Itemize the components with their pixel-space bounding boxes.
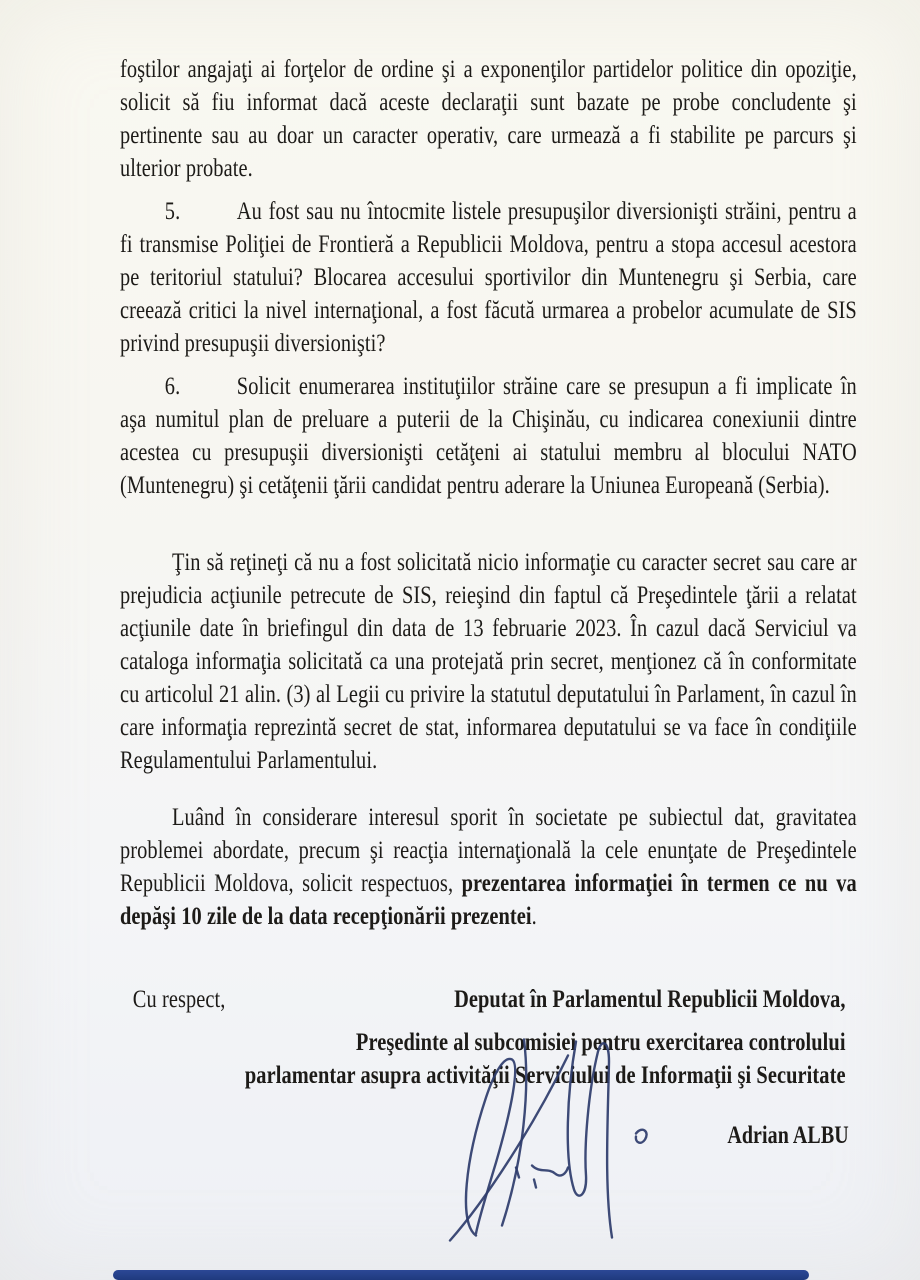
deputy-title-line: Deputat în Parlamentul Republicii Moldova,	[454, 984, 846, 1013]
subcommittee-title-line-2: parlamentar asupra activităţii Serviciului de Informaţii şi Securitate	[244, 1060, 846, 1089]
paragraph-continuation: foştilor angajaţi ai forţelor de ordine şi a exponenţilor partidelor politice din opoziţie, solicit să fiu informat dacă aceste declaraţii sunt bazate pe probe concludente şi pertinente sau au doar un caracter operativ, care urmează a fi stabilite pe parcurs şi ulterior probate.	[120, 54, 857, 182]
closing-period: .	[531, 901, 537, 930]
signoff-row	[120, 982, 857, 1015]
item-5-number: 5.	[164, 196, 181, 225]
paragraph-closing	[120, 800, 857, 932]
handwritten-signature	[428, 1036, 698, 1244]
paragraph-item-5	[120, 194, 857, 359]
letter-body	[120, 52, 857, 1152]
salutation: Cu respect,	[132, 984, 226, 1013]
closing-bold-text: prezentarea informaţiei în termen ce nu va depăşi 10 zile de la data recepţionării prezentei	[120, 868, 857, 930]
signatory-name: Adrian ALBU	[727, 1122, 849, 1149]
paragraph-note: Ţin să reţineţi că nu a fost solicitată nicio informaţie cu caracter secret sau care ar prejudicia acţiunile petrecute de SIS, reieşind din faptul că Preşedintele ţării a relatat acţiunile date în briefingul din data de 13 februarie 2023. În cazul dacă Serviciul va cataloga informaţia solicitată ca una protejată prin secret, menţionez că în conformitate cu articolul 21 alin. (3) al Legii cu privire la statutul deputatului în Parlament, în cazul în care informaţia reprezintă secret de stat, informarea deputatului se va face în condiţiile Regulamentului Parlamentului.	[120, 547, 857, 774]
paragraph-item-6	[120, 369, 857, 501]
item-6-text: Solicit enumerarea instituţiilor străine care se presupun a fi implicate în aşa numitul plan de preluare a puterii de la Chişinău, cu indicarea conexiunii dintre acestea cu presupuşii diversionişti cetăţeni ai statului membru al blocului NATO (Muntenegru) şi cetăţenii ţării candidat pentru aderare la Uniunea Europeană (Serbia).	[120, 371, 857, 499]
item-5-text: Au fost sau nu întocmite listele presupuşilor diversionişti străini, pentru a fi transmise Poliţiei de Frontieră a Republicii Moldova, pentru a stopa accesul acestora pe teritoriul statului? Blocarea accesului sportivilor din Muntenegru şi Serbia, care creează critici la nivel internaţional, a fost făcută urmarea a probelor acumulate de SIS privind presupuşii diversionişti?	[120, 196, 857, 357]
closing-normal-text: Luând în considerare interesul sporit în societate pe subiectul dat, gravitatea problemei abordate, precum şi reacţia internaţională la cele enunţate de Preşedintele Republicii Moldova, solicit respectuos,	[120, 802, 857, 897]
item-6-number: 6.	[164, 371, 181, 400]
footer-rule	[113, 1270, 809, 1280]
subcommittee-title-line-1: Preşedinte al subcomisiei pentru exercitarea controlului	[355, 1027, 846, 1056]
